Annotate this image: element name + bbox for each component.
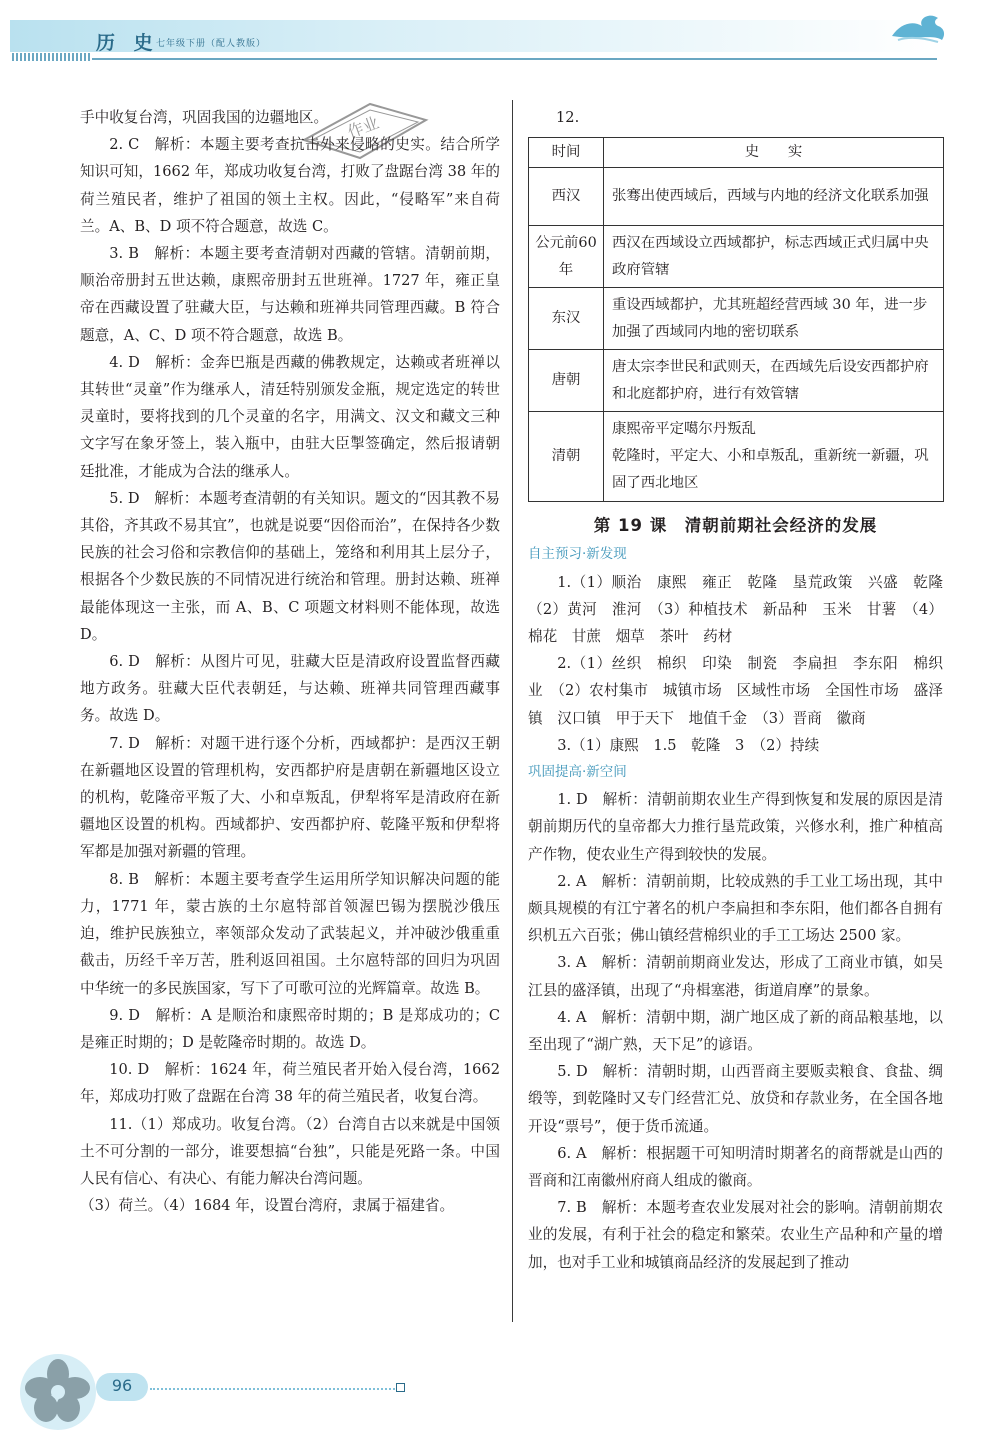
answer-paragraph: 9. D 解析：A 是顺治和康熙帝时期的；B 是郑成功的；C 是雍正时期的；D 是乾隆帝时期的。故选 D。 [80,1006,500,1051]
table-row [529,168,944,226]
answer-paragraph: 手中收复台湾，巩固我国的边疆地区。 [80,109,329,126]
page-number: 96 [111,1376,133,1395]
table-header-time: 时间 [529,138,604,168]
answer-paragraph: 7. B 解析：本题考查农业发展对社会的影响。清朝前期农业的发展，有利于社会的稳定和繁荣。农业生产品种和产量的增加，也对手工业和城镇商品经济的发展起到了推动 [528,1199,943,1271]
answer-paragraph: 7. D 解析：对题干进行逐个分析，西域都护：是西汉王朝在新疆地区设置的管理机构，安西都护府是唐朝在新疆地区设立的机构，乾隆帝平叛了大、小和卓叛乱，伊犁将军是清政府在新疆地区设置的机构。西域都护、安西都护府、乾隆平叛和伊犁将军都是加强对新疆的管理。 [80,734,500,861]
grade-label: 七年级下册（配人教版） [156,39,267,49]
header-rule [92,58,937,60]
answer-paragraph: 11.（1）郑成功。收复台湾。（2）台湾自古以来就是中国领土不可分割的一部分，谁要想搞“台独”，只能是死路一条。中国人民有信心、有决心、有能力解决台湾问题。 [80,1115,500,1187]
answer-paragraph: 3.（1）康熙 1.5 乾隆 3 （2）持续 [557,736,820,754]
answer-paragraph: 5. D 解析：清朝时期，山西晋商主要贩卖粮食、食盐、绸缎等，到乾隆时又专门经营汇兑、放贷和存款业务，在全国各地开设“票号”，便于货币流通。 [528,1063,943,1135]
column-divider [512,100,513,1322]
answer-paragraph: 2. A 解析：清朝前期，比较成熟的手工业工场出现，其中颇具规模的有江宁著名的机户李扁担和李东阳，他们都各自拥有织机五六百张；佛山镇经营棉织业的手工工场达 2500 家。 [528,872,943,945]
footer-square-icon [396,1383,405,1392]
subject-title: 历 史 [96,32,159,54]
era-cell: 西汉 [529,168,604,226]
answer-paragraph: 2. C 解析：本题主要考查抗击外来侵略的史实。结合所学知识可知，1662 年，郑成功收复台湾，打败了盘踞台湾 38 年的荷兰殖民者，维护了祖国的领土主权。因此，“侵略军”来自荷兰。A、B、D 项不符合题意，故选 C。 [80,136,500,235]
stamp-text: 作业 [344,112,382,142]
era-cell: 公元前60年 [529,226,604,288]
era-cell: 东汉 [529,288,604,350]
answer-paragraph: 4. D 解析：金奔巴瓶是西藏的佛教规定，达赖或者班禅以其转世“灵童”作为继承人，清廷特别颁发金瓶，规定选定的转世灵童时，要将找到的几个灵童的名字，用满文、汉文和藏文三种文字写在象牙签上，装入瓶中，由驻大臣掣签确定，然后报请朝廷批准，才能成为合法的继承人。 [80,353,500,480]
section-heading: 巩固提高·新空间 [528,764,627,781]
footer-dotted-line [150,1388,395,1390]
fact-cell: 唐太宗李世民和武则天，在西域先后设安西都护府和北庭都护府，进行有效管辖 [604,350,944,412]
table-row [529,412,944,502]
question-number: 12. [556,109,580,126]
fact-cell: 张骞出使西域后，西域与内地的经济文化联系加强 [604,168,944,226]
lesson-title: 第 19 课 清朝前期社会经济的发展 [593,516,878,536]
answer-paragraph: 10. D 解析：1624 年，荷兰殖民者开始入侵台湾，1662 年，郑成功打败了盘踞在台湾 38 年的荷兰殖民者，收复台湾。 [80,1061,500,1106]
fact-cell: 西汉在西域设立西域都护，标志西域正式归属中央政府管辖 [604,226,944,288]
era-cell: 清朝 [529,412,604,502]
answer-paragraph: 8. B 解析：本题主要考查学生运用所学知识解决问题的能力，1771 年，蒙古族的土尔扈特部首领渥巴锡为摆脱沙俄压迫，维护民族独立，率领部众发动了武装起义，并冲破沙俄重重截击，历经千辛万苦，胜利返回祖国。土尔扈特部的回归为巩固中华统一的多民族国家，写下了可歌可泣的光辉篇章。故选 B。 [80,870,500,997]
answer-paragraph: （3）荷兰。（4）1684 年，设置台湾府，隶属于福建省。 [80,1197,455,1215]
answer-paragraph: 3. B 解析：本题主要考查清朝对西藏的管辖。清朝前期，顺治帝册封五世达赖，康熙帝册封五世班禅。1727 年，雍正皇帝在西藏设置了驻藏大臣，与达赖和班禅共同管理西藏。B 符合题意，A、C、D 项不符合题意，故选 B。 [80,245,500,344]
section-heading: 自主预习·新发现 [528,546,627,563]
flower-icon [18,1352,98,1432]
history-table [528,137,944,502]
era-cell: 唐朝 [529,350,604,412]
table-row [529,226,944,288]
answer-paragraph: 6. A 解析：根据题干可知明清时期著名的商帮就是山西的晋商和江南徽州府商人组成的徽商。 [528,1144,943,1190]
left-column [80,104,500,1219]
answer-paragraph: 4. A 解析：清朝中期，湖广地区成了新的商品粮基地，以至出现了“湖广熟，天下足”的谚语。 [528,1008,943,1054]
table-row [529,288,944,350]
fact-cell: 重设西域都护，尤其班超经营西域 30 年，进一步加强了西域同内地的密切联系 [604,288,944,350]
wave-logo-icon [888,10,948,46]
answer-paragraph: 6. D 解析：从图片可见，驻藏大臣是清政府设置监督西藏地方政务。驻藏大臣代表朝廷，与达赖、班禅共同管理西藏事务。故选 D。 [80,653,500,725]
answer-paragraph: 3. A 解析：清朝前期商业发达，形成了工商业市镇，如吴江县的盛泽镇，出现了“舟楫塞港，街道肩摩”的景象。 [528,954,943,999]
table-row [529,350,944,412]
right-column [528,104,958,1276]
header-stripes [12,53,92,61]
fact-cell: 康熙帝平定噶尔丹叛乱 乾隆时，平定大、小和卓叛乱，重新统一新疆，巩固了西北地区 [604,412,944,502]
answer-paragraph: 1.（1）顺治 康熙 雍正 乾隆 垦荒政策 兴盛 乾隆 （2）黄河 淮河 （3）种植技术 新品种 玉米 甘薯 （4）棉花 甘蔗 烟草 茶叶 药材 [528,573,958,646]
table-header-facts: 史 实 [604,138,944,168]
answer-paragraph: 5. D 解析：本题考查清朝的有关知识。题文的“因其教不易其俗，齐其政不易其宜”，也就是说要“因俗而治”，在保持各少数民族的社会习俗和宗教信仰的基础上，笼络和利用其上层分子，根据各个少数民族的不同情况进行统治和管理。册封达赖、班禅最能体现这一主张，而 A、B、C 项题文材料则不能体现，故选 D。 [80,489,500,643]
table-header-row [529,138,944,168]
answer-paragraph: 1. D 解析：清朝前期农业生产得到恢复和发展的原因是清朝前期历代的皇帝都大力推行垦荒政策，兴修水利，推广种植高产作物，使农业生产得到较快的发展。 [528,791,943,863]
answer-paragraph: 2.（1）丝织 棉织 印染 制瓷 李扁担 李东阳 棉织业 （2）农村集市 城镇市场 区域性市场 全国性市场 盛泽镇 汉口镇 甲于天下 地值千金 （3）晋商 徽商 [528,655,943,727]
